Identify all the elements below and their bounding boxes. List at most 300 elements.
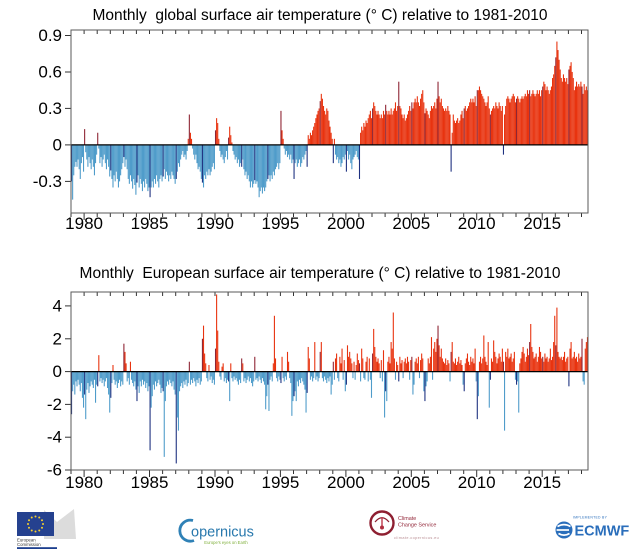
anomaly-bar <box>543 362 544 372</box>
anomaly-bar <box>394 108 395 144</box>
anomaly-bar <box>514 352 515 372</box>
anomaly-bar <box>135 145 136 195</box>
anomaly-bar <box>119 145 120 181</box>
anomaly-bar <box>219 145 220 151</box>
anomaly-bar <box>528 94 529 145</box>
y-tick-label: 0 <box>52 362 62 382</box>
anomaly-bar <box>170 372 171 383</box>
anomaly-bar <box>195 372 196 387</box>
anomaly-bar <box>491 111 492 145</box>
anomaly-bar <box>93 145 94 167</box>
anomaly-bar <box>164 372 165 457</box>
anomaly-bar <box>97 133 98 145</box>
anomaly-bar <box>518 99 519 145</box>
anomaly-bar <box>237 372 238 382</box>
anomaly-bar <box>172 372 173 382</box>
anomaly-bar <box>368 372 369 382</box>
anomaly-bar <box>399 357 400 372</box>
anomaly-bar <box>504 372 505 431</box>
anomaly-bar <box>430 111 431 145</box>
anomaly-bar <box>579 87 580 145</box>
anomaly-bar <box>310 133 311 145</box>
anomaly-bar <box>401 115 402 145</box>
anomaly-bar <box>392 115 393 145</box>
anomaly-bar <box>397 365 398 372</box>
anomaly-bar <box>431 337 432 371</box>
anomaly-bar <box>141 372 142 387</box>
anomaly-bar <box>550 349 551 372</box>
anomaly-bar <box>211 145 212 172</box>
anomaly-bar <box>437 326 438 372</box>
anomaly-bar <box>394 358 395 371</box>
anomaly-bar <box>214 372 215 385</box>
anomaly-bars <box>71 294 588 463</box>
anomaly-bar <box>387 362 388 372</box>
eu-star <box>28 519 30 521</box>
anomaly-bar <box>511 99 512 145</box>
anomaly-bar <box>215 349 216 372</box>
anomaly-bar <box>346 372 347 385</box>
anomaly-bar <box>266 145 267 181</box>
anomaly-bar <box>169 145 170 175</box>
anomaly-bar <box>423 102 424 145</box>
anomaly-bar <box>347 345 348 371</box>
anomaly-bar <box>120 145 121 175</box>
anomaly-bar <box>188 139 189 145</box>
anomaly-bar <box>383 111 384 145</box>
anomaly-bar <box>110 372 111 398</box>
anomaly-bar <box>386 372 387 402</box>
anomaly-bar <box>184 145 185 155</box>
anomaly-bar <box>117 145 118 179</box>
anomaly-bar <box>345 372 346 392</box>
anomaly-bar <box>220 372 221 380</box>
x-tick-label: 1980 <box>65 214 104 233</box>
anomaly-bar <box>239 372 240 380</box>
anomaly-bar <box>278 145 279 169</box>
anomaly-bar <box>451 352 452 372</box>
anomaly-bar <box>214 145 215 169</box>
anomaly-bar <box>122 145 123 163</box>
anomaly-bar <box>91 145 92 169</box>
anomaly-bar <box>186 145 187 160</box>
anomaly-bar <box>554 66 555 145</box>
anomaly-bar <box>495 102 496 145</box>
anomaly-bar <box>222 145 223 155</box>
anomaly-bar <box>139 145 140 188</box>
anomaly-bar <box>87 145 88 167</box>
anomaly-bar <box>210 145 211 175</box>
anomaly-bar <box>133 145 134 179</box>
anomaly-bar <box>400 108 401 144</box>
anomaly-bar <box>123 145 124 157</box>
anomaly-bar <box>567 357 568 372</box>
anomaly-bar <box>85 372 86 420</box>
x-tick-label: 2015 <box>523 473 562 492</box>
copernicus-tagline: Europe's eyes on Earth <box>204 540 248 545</box>
anomaly-bar <box>227 372 228 380</box>
anomaly-bar <box>536 354 537 372</box>
anomaly-bar <box>276 372 277 379</box>
anomaly-bar <box>74 372 75 395</box>
anomaly-bar <box>255 145 256 184</box>
anomaly-bar <box>230 135 231 145</box>
anomaly-bar <box>387 115 388 145</box>
anomaly-bar <box>306 145 307 151</box>
anomaly-bar <box>339 145 340 160</box>
anomaly-bar <box>516 99 517 145</box>
anomaly-bar <box>139 372 140 393</box>
anomaly-bar <box>456 121 457 145</box>
anomaly-bar <box>133 372 134 387</box>
anomaly-bar <box>115 372 116 385</box>
eu-star <box>35 516 37 518</box>
anomaly-bar <box>132 372 133 383</box>
anomaly-bar <box>112 145 113 188</box>
anomaly-bar <box>321 342 322 372</box>
anomaly-bar <box>295 372 296 392</box>
anomaly-bar <box>377 358 378 371</box>
anomaly-bar <box>440 102 441 145</box>
anomaly-bar <box>487 365 488 372</box>
anomaly-bar <box>355 145 356 155</box>
anomaly-bar <box>132 145 133 189</box>
anomaly-bar <box>420 99 421 145</box>
anomaly-bar <box>330 372 331 377</box>
anomaly-bar <box>526 357 527 372</box>
anomaly-bar <box>531 347 532 372</box>
anomaly-bar <box>143 145 144 181</box>
anomaly-bar <box>515 102 516 145</box>
anomaly-bar <box>436 99 437 145</box>
anomaly-bar <box>142 145 143 191</box>
anomaly-bar <box>448 111 449 145</box>
anomaly-bar <box>315 372 316 380</box>
anomaly-bar <box>271 145 272 175</box>
anomaly-bar <box>489 108 490 144</box>
anomaly-bar <box>238 145 239 160</box>
anomaly-bar <box>351 363 352 371</box>
anomaly-bar <box>352 145 353 160</box>
anomaly-bar <box>445 358 446 371</box>
anomaly-bar <box>109 372 110 413</box>
anomaly-bar <box>330 127 331 145</box>
anomaly-bar <box>480 357 481 372</box>
anomaly-bar <box>391 108 392 144</box>
anomaly-bar <box>285 145 286 155</box>
anomaly-bar <box>160 372 161 393</box>
y-tick-label: -0.3 <box>32 171 62 191</box>
anomaly-bar <box>569 349 570 372</box>
anomaly-bar <box>282 130 283 145</box>
anomaly-bar <box>479 362 480 372</box>
anomaly-bar <box>556 42 557 145</box>
anomaly-bar <box>479 87 480 145</box>
anomaly-bar <box>246 372 247 383</box>
anomaly-bar <box>145 145 146 179</box>
anomaly-bar <box>451 145 452 172</box>
eu-star <box>38 517 40 519</box>
anomaly-bar <box>210 372 211 380</box>
anomaly-bar <box>380 372 381 379</box>
anomaly-bar <box>492 108 493 144</box>
anomaly-bar <box>107 372 108 388</box>
anomaly-bar <box>489 372 490 408</box>
anomaly-bar <box>496 106 497 145</box>
anomaly-bar <box>563 74 564 145</box>
anomaly-bar <box>228 372 229 382</box>
anomaly-bar <box>356 365 357 372</box>
anomaly-bar <box>242 363 243 371</box>
anomaly-bar <box>430 357 431 372</box>
anomaly-bar <box>105 145 106 163</box>
anomaly-bar <box>545 358 546 371</box>
chart-title-global: Monthly global surface air temperature (° C) relative to 1981-2010 <box>92 7 548 24</box>
anomaly-bar <box>406 118 407 145</box>
x-tick-label: 2010 <box>457 214 496 233</box>
anomaly-bar <box>576 357 577 372</box>
anomaly-bar <box>178 145 179 163</box>
anomaly-bar <box>331 372 332 395</box>
anomaly-bar <box>579 358 580 371</box>
anomaly-bar <box>470 99 471 145</box>
anomaly-bar <box>345 145 346 155</box>
anomaly-bar <box>177 372 178 418</box>
anomaly-bar <box>406 363 407 371</box>
anomaly-bar <box>252 372 253 387</box>
anomaly-bar <box>572 358 573 371</box>
anomaly-bar <box>218 139 219 145</box>
anomaly-bar <box>359 145 360 179</box>
anomaly-bar <box>159 145 160 179</box>
anomaly-bar <box>549 94 550 145</box>
anomaly-bar <box>517 372 518 382</box>
anomaly-bar <box>218 362 219 372</box>
anomaly-bar <box>140 372 141 382</box>
anomaly-bar <box>529 90 530 145</box>
anomaly-bar <box>537 362 538 372</box>
anomaly-bar <box>459 363 460 371</box>
anomaly-bars <box>71 42 588 200</box>
anomaly-bar <box>294 145 295 179</box>
anomaly-bar <box>202 339 203 372</box>
anomaly-bar <box>544 84 545 145</box>
anomaly-bar <box>327 111 328 145</box>
anomaly-bar <box>301 372 302 379</box>
anomaly-bar <box>199 145 200 167</box>
anomaly-bar <box>508 99 509 145</box>
anomaly-bar <box>267 372 268 385</box>
anomaly-bar <box>225 145 226 157</box>
anomaly-bar <box>556 308 557 372</box>
anomaly-bar <box>283 139 284 145</box>
anomaly-bar <box>213 145 214 163</box>
anomaly-bar <box>509 357 510 372</box>
anomaly-bar <box>362 130 363 145</box>
anomaly-bar <box>397 106 398 145</box>
anomaly-bar <box>389 115 390 145</box>
anomaly-bar <box>247 145 248 179</box>
anomaly-bar <box>398 82 399 145</box>
x-tick-label: 1995 <box>261 473 300 492</box>
anomaly-bar <box>274 316 275 372</box>
anomaly-bar <box>411 102 412 145</box>
anomaly-bar <box>200 372 201 385</box>
anomaly-bar <box>291 372 292 416</box>
anomaly-bar <box>208 365 209 372</box>
anomaly-bar <box>254 145 255 180</box>
anomaly-bar <box>158 372 159 380</box>
anomaly-bar <box>199 372 200 379</box>
anomaly-bar <box>163 372 164 392</box>
anomaly-bar <box>361 127 362 145</box>
anomaly-bar <box>216 118 217 145</box>
anomaly-bar <box>156 145 157 175</box>
anomaly-bar <box>467 354 468 372</box>
anomaly-bar <box>551 360 552 371</box>
anomaly-bar <box>523 99 524 145</box>
anomaly-bar <box>524 96 525 145</box>
anomaly-bar <box>560 70 561 145</box>
anomaly-bar <box>504 115 505 145</box>
anomaly-bar <box>203 326 204 372</box>
anomaly-bar <box>335 145 336 155</box>
anomaly-bar <box>584 84 585 145</box>
anomaly-bar <box>172 145 173 175</box>
anomaly-bar <box>561 357 562 372</box>
anomaly-bar <box>111 372 112 383</box>
anomaly-bar <box>344 360 345 371</box>
anomaly-bar <box>475 96 476 145</box>
anomaly-bar <box>514 96 515 145</box>
anomaly-bar <box>512 96 513 145</box>
anomaly-bar <box>263 145 264 188</box>
anomaly-bar <box>461 365 462 372</box>
anomaly-bar <box>493 106 494 145</box>
anomaly-bar <box>555 345 556 371</box>
anomaly-bar <box>466 111 467 145</box>
anomaly-bar <box>260 372 261 380</box>
anomaly-bar <box>416 358 417 371</box>
anomaly-bar <box>299 372 300 380</box>
anomaly-bar <box>457 118 458 145</box>
anomaly-bar <box>179 372 180 392</box>
y-tick-label: -6 <box>46 460 62 480</box>
anomaly-bar <box>496 363 497 371</box>
anomaly-bar <box>268 145 269 175</box>
anomaly-bar <box>154 145 155 179</box>
anomaly-bar <box>396 111 397 145</box>
anomaly-bar <box>314 342 315 372</box>
anomaly-bar <box>509 102 510 145</box>
anomaly-bar <box>427 372 428 382</box>
anomaly-bar <box>212 372 213 383</box>
anomaly-bar <box>467 108 468 144</box>
y-tick-label: -2 <box>46 394 62 414</box>
anomaly-bar <box>150 145 151 197</box>
anomaly-bar <box>475 349 476 372</box>
anomaly-bar <box>201 145 202 179</box>
anomaly-bar <box>140 145 141 179</box>
anomaly-bar <box>350 145 351 163</box>
anomaly-bar <box>223 145 224 160</box>
anomaly-bar <box>174 145 175 179</box>
anomaly-bar <box>183 145 184 157</box>
anomaly-bar <box>278 372 279 377</box>
anomaly-bar <box>487 102 488 145</box>
anomaly-bar <box>279 372 280 380</box>
eu-star <box>28 527 30 529</box>
copernicus-wordmark: opernicus <box>191 524 254 541</box>
anomaly-bar <box>121 372 122 382</box>
anomaly-bar <box>410 111 411 145</box>
anomaly-bar <box>256 145 257 181</box>
anomaly-bar <box>322 99 323 145</box>
anomaly-bar <box>180 145 181 160</box>
anomaly-bar <box>134 145 135 185</box>
y-axis <box>65 306 71 470</box>
anomaly-bar <box>480 90 481 145</box>
anomaly-bar <box>166 145 167 172</box>
anomaly-bar <box>469 102 470 145</box>
anomaly-bar <box>99 372 100 382</box>
anomaly-bar <box>473 102 474 145</box>
anomaly-bar <box>165 372 166 402</box>
anomaly-bar <box>418 357 419 372</box>
anomaly-bar <box>339 357 340 372</box>
anomaly-bar <box>371 118 372 145</box>
anomaly-bar <box>220 145 221 157</box>
anomaly-bar <box>385 372 386 392</box>
anomaly-bar <box>74 145 75 167</box>
anomaly-bar <box>585 90 586 145</box>
anomaly-bar <box>505 352 506 372</box>
copernicus-logo <box>174 518 270 546</box>
anomaly-bar <box>151 372 152 408</box>
anomaly-bar <box>190 133 191 145</box>
c3s-thermometer-bulb <box>380 526 384 530</box>
eu-star <box>41 519 43 521</box>
anomaly-bar <box>511 354 512 372</box>
eu-star <box>27 523 29 525</box>
anomaly-bar <box>250 372 251 379</box>
anomaly-bar <box>419 372 420 379</box>
anomaly-bar <box>318 111 319 145</box>
anomaly-bar <box>291 145 292 163</box>
anomaly-bar <box>404 115 405 145</box>
anomaly-bar <box>240 372 241 383</box>
chart-title-european: Monthly European surface air temperature (° C) relative to 1981-2010 <box>79 265 561 282</box>
anomaly-bar <box>234 145 235 155</box>
anomaly-bar <box>388 357 389 372</box>
anomaly-bar <box>126 363 127 371</box>
anomaly-bar <box>100 372 101 379</box>
anomaly-bar <box>459 121 460 145</box>
anomaly-bar <box>102 372 103 383</box>
anomaly-bar <box>331 133 332 145</box>
anomaly-bar <box>354 362 355 372</box>
anomaly-bar <box>376 362 377 372</box>
anomaly-bar <box>367 357 368 372</box>
anomaly-bar <box>376 115 377 145</box>
anomaly-bar <box>157 145 158 181</box>
anomaly-bar <box>251 145 252 181</box>
anomaly-bar <box>373 102 374 145</box>
anomaly-bar <box>356 145 357 151</box>
anomaly-bar <box>242 145 243 160</box>
anomaly-bar <box>148 372 149 387</box>
anomaly-bar <box>382 372 383 382</box>
